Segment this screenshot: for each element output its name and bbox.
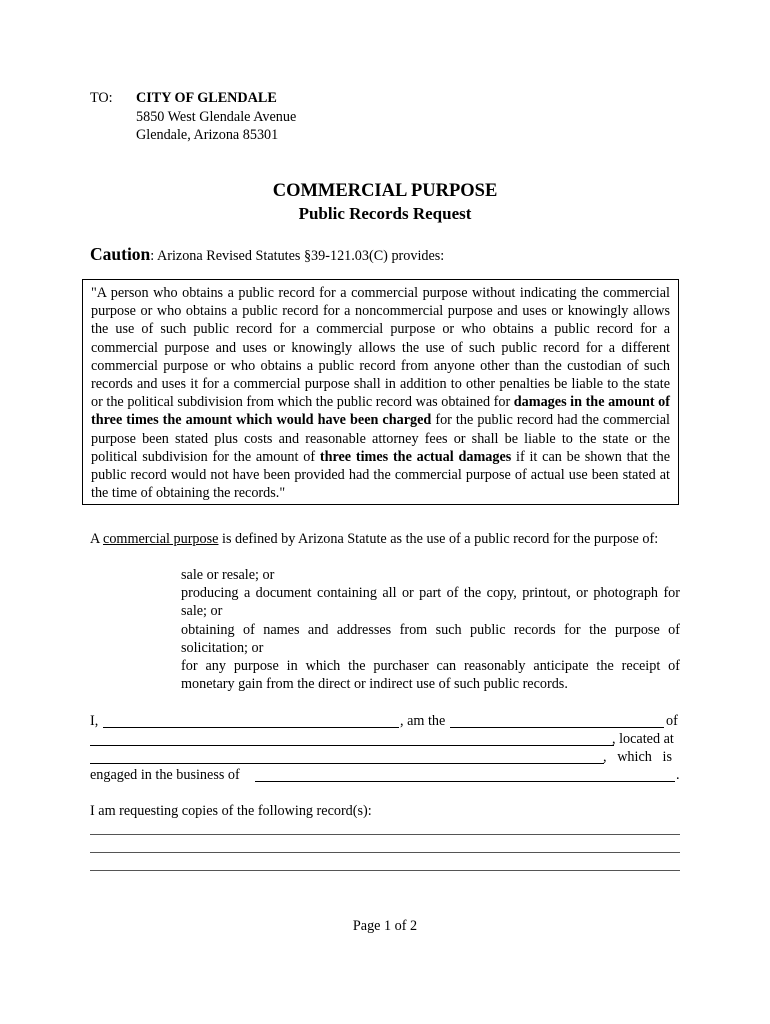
form-which-is-label: , which is xyxy=(603,749,672,765)
form-i-label: I, xyxy=(90,713,99,729)
form-am-the-label: , am the xyxy=(400,713,446,729)
quote-bold-1: damages in the amount of three times the amount which would have been charged xyxy=(91,394,670,429)
document-title xyxy=(0,179,770,225)
records-label: I am requesting copies of the following record(s): xyxy=(90,803,372,819)
quote-bold-2: three times the actual damages xyxy=(319,448,512,465)
purpose-item: sale or resale; or xyxy=(181,567,275,583)
form-engaged-label: engaged in the business of xyxy=(90,767,240,783)
recipient-address xyxy=(136,89,296,145)
page-number: Page 1 of 2 xyxy=(352,918,418,934)
purpose-item: obtaining of names and addresses from such public records for the purpose of solicitation; or xyxy=(181,621,680,656)
location-field[interactable] xyxy=(90,763,604,764)
statute-quote-box xyxy=(82,279,679,505)
records-field-line-1[interactable] xyxy=(90,834,680,835)
caution-label: Caution xyxy=(90,244,151,264)
definition-suffix: is defined by Arizona Statute as the use of a public record for the purpose of: xyxy=(218,531,659,547)
business-field[interactable] xyxy=(255,781,675,782)
title-field[interactable] xyxy=(450,727,664,728)
form-located-at-label: , located at xyxy=(612,731,674,747)
name-field[interactable] xyxy=(103,727,399,728)
records-field-line-3[interactable] xyxy=(90,870,680,871)
to-label: TO: xyxy=(90,90,113,106)
purpose-item: producing a document containing all or part of the copy, printout, or photograph for sale; or xyxy=(181,585,680,620)
form-of-label: of xyxy=(666,713,678,729)
definition-term: commercial purpose xyxy=(103,531,219,547)
caution-line xyxy=(90,244,444,265)
title-sub: Public Records Request xyxy=(298,204,472,223)
organization-field[interactable] xyxy=(90,745,614,746)
title-main: COMMERCIAL PURPOSE xyxy=(272,181,498,201)
quote-text-1: "A person who obtains a public record for a commercial purpose without indicating the commercial purpose or who obtains a public record for a noncommercial purpose and uses or knowingly allows the use of such public record for a commercial purpose or who obtains a public record for a commercial purpose and uses or knowingly allows the use of such public record for a different commercial purpose or who obtains a public record from anyone other than the custodian of such records and uses it for a commercial purpose shall in addition to other penalties be liable to the state or the political subdivision from which the public record was obtained for xyxy=(91,285,670,411)
caution-text: : Arizona Revised Statutes §39-121.03(C) provides: xyxy=(150,248,445,264)
address-line-2: Glendale, Arizona 85301 xyxy=(136,127,279,143)
purpose-item: for any purpose in which the purchaser can reasonably anticipate the receipt of monetary gain from the direct or indirect use of such public records. xyxy=(181,658,680,693)
purpose-list xyxy=(181,566,680,693)
definition-prefix: A xyxy=(90,531,104,547)
quote-text-2: for the public record had the commercial purpose been stated plus costs and reasonable attorney fees or shall be liable to the state or the political subdivision for the amount of xyxy=(91,412,670,465)
recipient-city: CITY OF GLENDALE xyxy=(136,90,277,106)
quote-text-3: if it can be shown that the public record would not have been provided had the commercial purpose of actual use been stated at the time of obtaining the records." xyxy=(91,448,670,502)
records-field-line-2[interactable] xyxy=(90,852,680,853)
form-period: . xyxy=(676,767,680,783)
address-line-1: 5850 West Glendale Avenue xyxy=(136,108,297,125)
definition-line xyxy=(90,531,658,548)
